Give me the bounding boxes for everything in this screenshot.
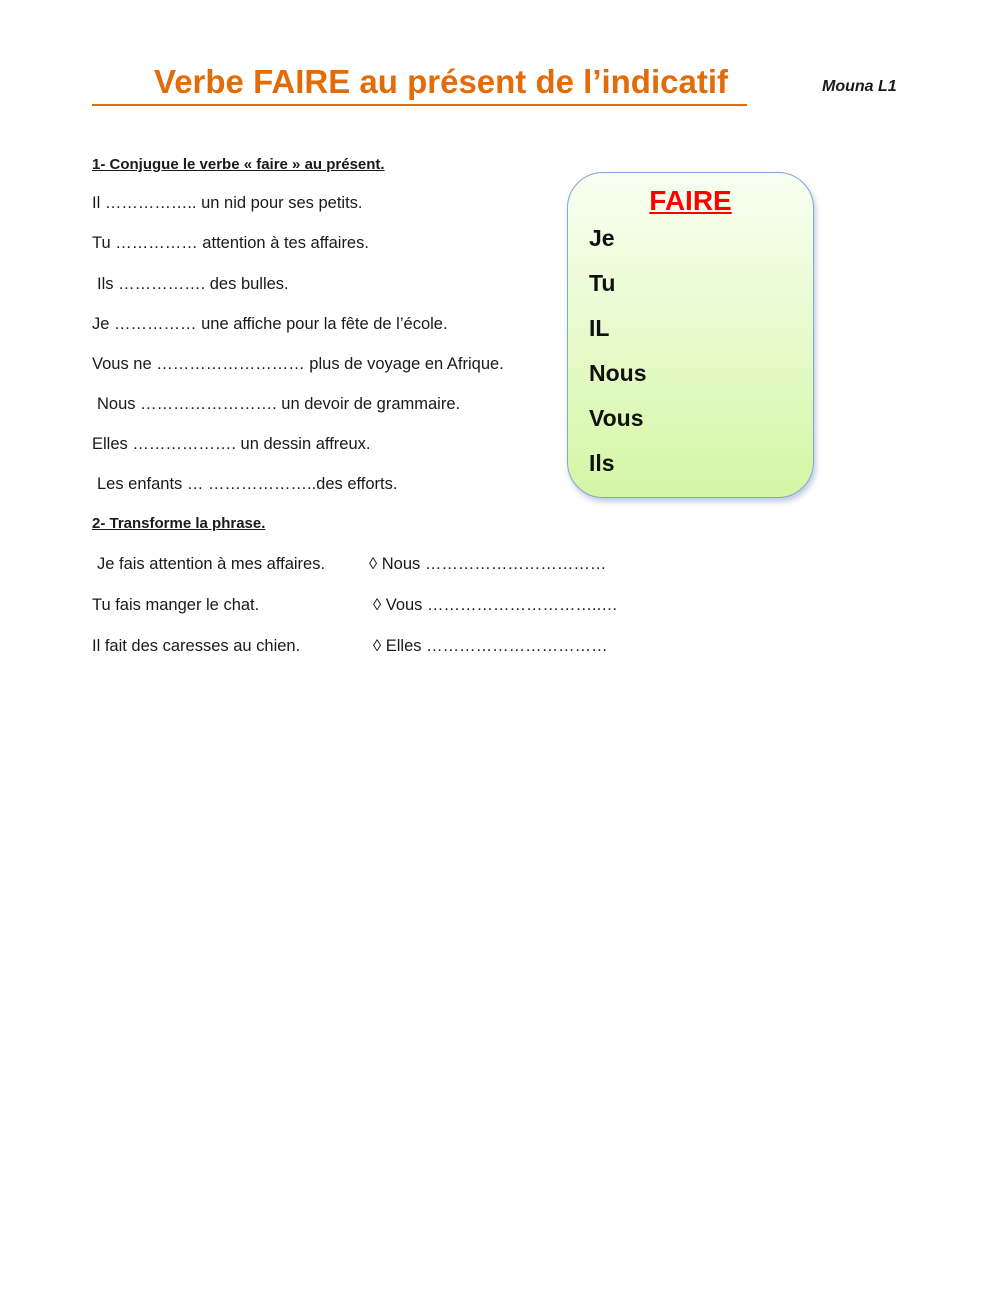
exercise1-line: Tu …………… attention à tes affaires. (92, 234, 369, 252)
section2-heading: 2- Transforme la phrase. (92, 515, 266, 532)
exercise1-line: Elles ………………. un dessin affreux. (92, 435, 371, 453)
exercise1-line: Vous ne ……………………… plus de voyage en Afrique. (92, 355, 504, 373)
page-title (92, 60, 747, 106)
conjugation-box-title: FAIRE (649, 185, 732, 216)
transform-sentence: Tu fais manger le chat. (92, 596, 260, 614)
exercise1-line: Nous ……………………. un devoir de grammaire. (97, 395, 461, 413)
transform-sentence: Je fais attention à mes affaires. (97, 555, 326, 573)
author-label: Mouna L1 (822, 78, 897, 95)
transform-answer: ◊ Vous …………………………..… (373, 596, 618, 614)
pronoun-il: IL (589, 315, 610, 341)
pronoun-ils: Ils (589, 450, 615, 476)
section1-heading: 1- Conjugue le verbe « faire » au présent. (92, 156, 385, 173)
conjugation-box (567, 172, 814, 498)
pronoun-tu: Tu (589, 270, 616, 296)
pronoun-nous: Nous (589, 360, 647, 386)
pronoun-vous: Vous (589, 405, 644, 431)
page-title-text: Verbe FAIRE au présent de l’indicatif (154, 63, 728, 100)
transform-answer: ◊ Nous …………………………… (369, 555, 607, 573)
transform-answer: ◊ Elles …………………………… (373, 637, 608, 655)
exercise1-line: Ils ……………. des bulles. (97, 275, 289, 293)
exercise1-line: Il …………….. un nid pour ses petits. (92, 194, 363, 212)
transform-sentence: Il fait des caresses au chien. (92, 637, 301, 655)
pronoun-je: Je (589, 225, 615, 251)
exercise1-line: Les enfants … ………………..des efforts. (97, 475, 398, 493)
exercise1-line: Je …………… une affiche pour la fête de l’école. (92, 315, 448, 333)
